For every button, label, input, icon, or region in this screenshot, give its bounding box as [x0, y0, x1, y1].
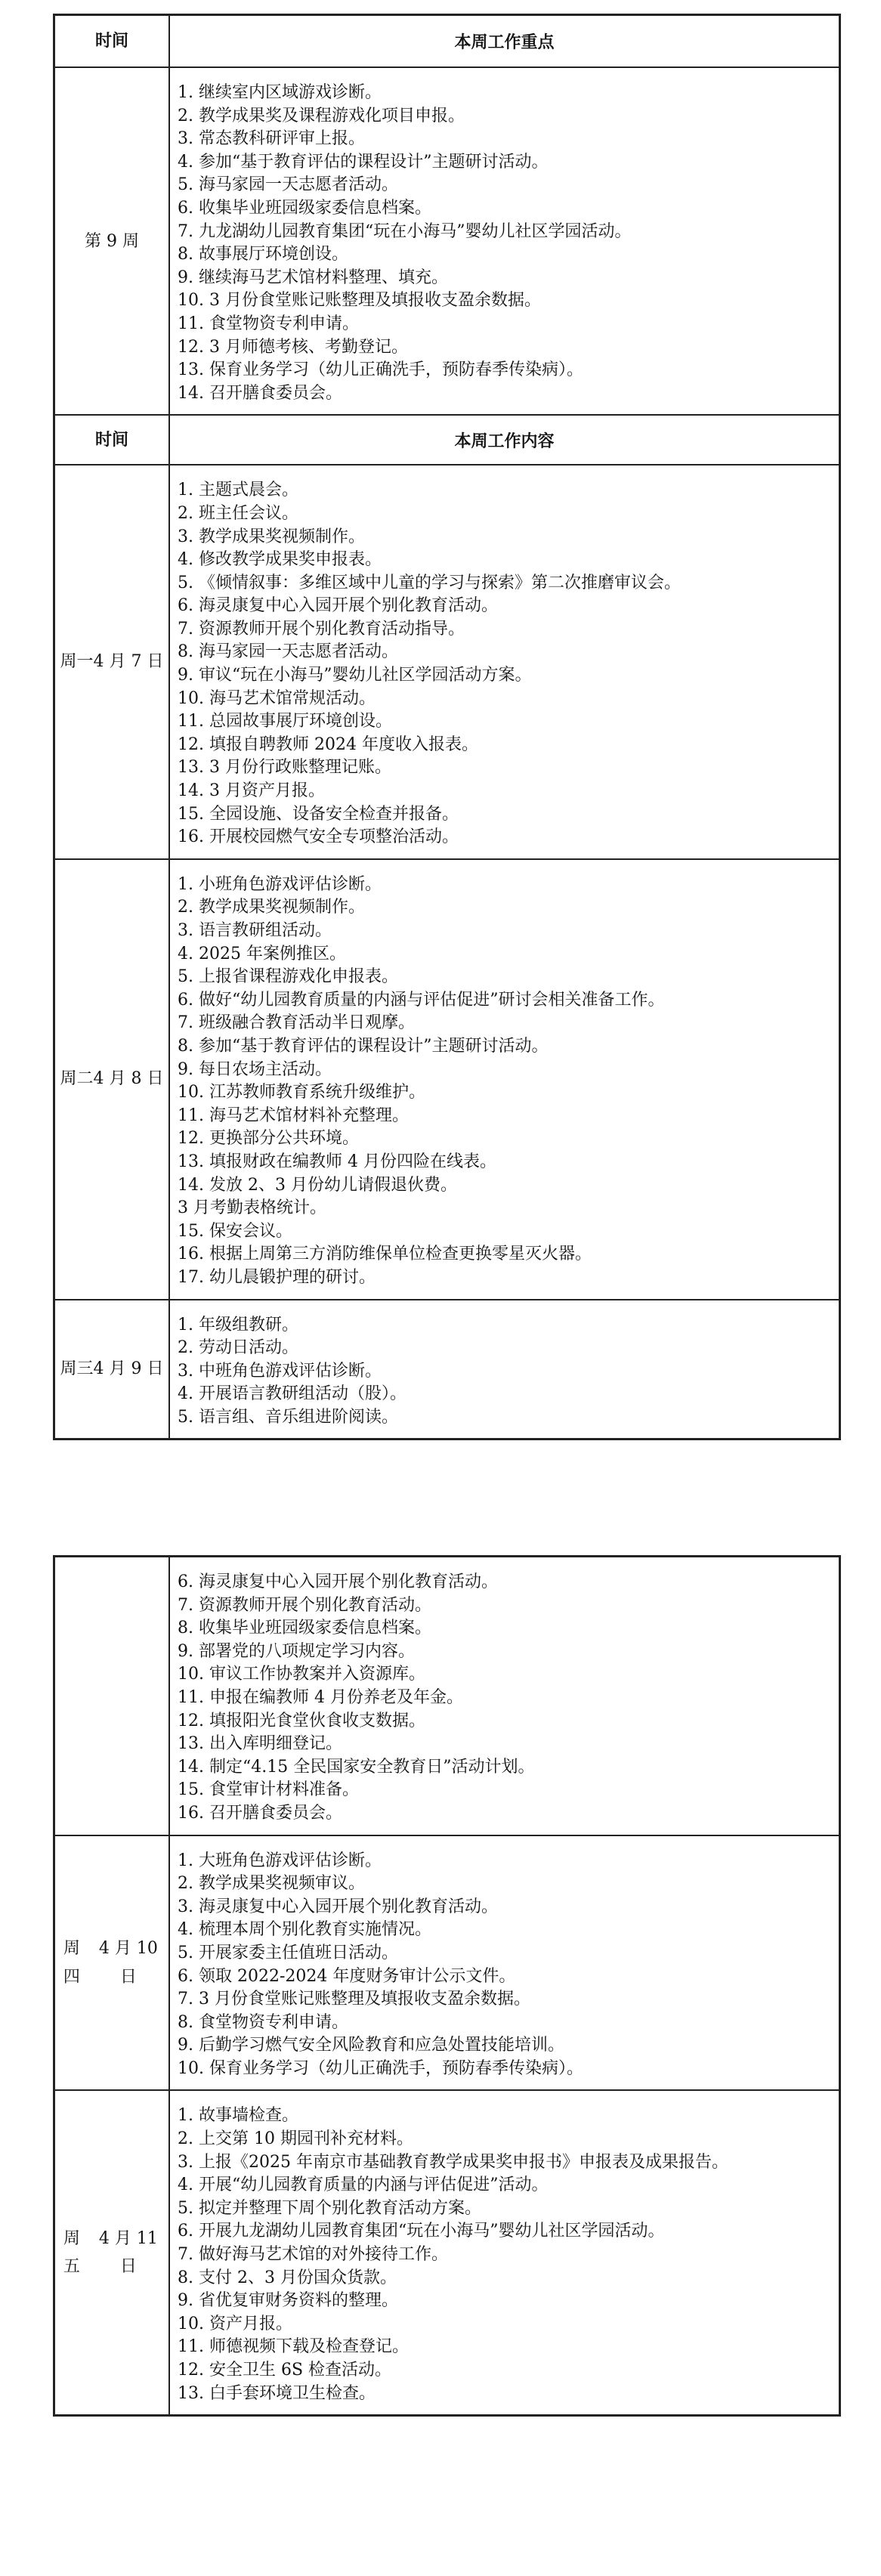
- day-row-thu: [55, 1835, 839, 2090]
- date: 4 月 10 日: [98, 1939, 158, 1987]
- list-item: 14. 发放 2、3 月份幼儿请假退伙费。: [178, 1175, 457, 1195]
- list-item: 1. 小班角色游戏评估诊断。: [178, 874, 382, 894]
- day-task-list: [170, 1836, 839, 2090]
- date: 4 月 8 日: [93, 1069, 164, 1089]
- day-row-mon: [55, 464, 839, 858]
- day-row-tue: [55, 858, 839, 1299]
- date: 4 月 9 日: [93, 1359, 164, 1379]
- list-item: 9. 部署党的八项规定学习内容。: [178, 1641, 415, 1661]
- weekday: 周三: [60, 1359, 94, 1379]
- day-task-list: [170, 2091, 839, 2414]
- list-item: 3. 教学成果奖视频制作。: [178, 527, 365, 546]
- list-item: 2. 上交第 10 期园刊补充材料。: [178, 2129, 413, 2149]
- list-item: 10. 审议工作协教案并入资源库。: [178, 1665, 425, 1684]
- continued-task-list: [170, 1557, 839, 1835]
- list-item: 6. 收集毕业班园级家委信息档案。: [178, 198, 431, 218]
- list-item: 8. 支付 2、3 月份国众货款。: [178, 2268, 397, 2287]
- list-item: 8. 收集毕业班园级家委信息档案。: [178, 1619, 431, 1638]
- list-item: 6. 海灵康复中心入园开展个别化教育活动。: [178, 596, 498, 616]
- list-item: 15. 全园设施、设备安全检查并报备。: [178, 804, 459, 824]
- continued-row: [55, 1557, 839, 1835]
- list-item: 2. 劳动日活动。: [178, 1338, 298, 1358]
- list-item: 9. 后勤学习燃气安全风险教育和应急处置技能培训。: [178, 2036, 564, 2055]
- day-label: [55, 860, 170, 1299]
- schedule-table-2: [53, 1555, 841, 2417]
- list-item: 2. 班主任会议。: [178, 503, 298, 523]
- list-item: 13. 保育业务学习（幼儿正确洗手，预防春季传染病）。: [178, 360, 583, 380]
- list-item: 5. 《倾情叙事：多维区域中儿童的学习与探索》第二次推磨审议会。: [178, 573, 681, 592]
- weekday: 周一: [60, 652, 94, 672]
- list-item: 3. 语言教研组活动。: [178, 921, 332, 940]
- list-item: 12. 填报自聘教师 2024 年度收入报表。: [178, 734, 478, 754]
- list-item: 1. 继续室内区域游戏诊断。: [178, 83, 382, 102]
- list-item: 2. 教学成果奖视频审议。: [178, 1874, 365, 1894]
- weekday: 周二: [60, 1069, 94, 1089]
- list-item: 16. 根据上周第三方消防维保单位检查更换零星灭火器。: [178, 1245, 592, 1264]
- list-item: 4. 梳理本周个别化教育实施情况。: [178, 1920, 431, 1940]
- list-item: 8. 海马家园一天志愿者活动。: [178, 642, 398, 662]
- list-item: 4. 开展“幼儿园教育质量的内涵与评估促进”活动。: [178, 2176, 549, 2195]
- list-item: 3 月考勤表格统计。: [178, 1198, 326, 1218]
- list-item: 7. 资源教师开展个别化教育活动。: [178, 1595, 431, 1615]
- list-item: 12. 3 月师德考核、考勤登记。: [178, 337, 408, 357]
- list-item: 5. 开展家委主任值班日活动。: [178, 1943, 398, 1962]
- list-item: 16. 开展校园燃气安全专项整治活动。: [178, 827, 459, 847]
- day-label: [55, 465, 170, 858]
- week-focus-row: [55, 66, 839, 414]
- list-item: 1. 故事墙检查。: [178, 2106, 298, 2126]
- list-item: 11. 总园故事展厅环境创设。: [178, 712, 392, 731]
- list-item: 10. 3 月份食堂账记账整理及填报收支盈余数据。: [178, 291, 541, 311]
- list-item: 4. 修改教学成果奖申报表。: [178, 550, 382, 570]
- day-task-list: [170, 465, 839, 858]
- list-item: 3. 上报《2025 年南京市基础教育教学成果奖申报书》申报表及成果报告。: [178, 2152, 728, 2172]
- week-label: 第 9 周: [55, 68, 170, 414]
- list-item: 17. 幼儿晨锻护理的研讨。: [178, 1267, 376, 1287]
- list-item: 3. 常态教科研评审上报。: [178, 129, 365, 149]
- schedule-table-1: [53, 14, 841, 1440]
- list-item: 6. 做好“幼儿园教育质量的内涵与评估促进”研讨会相关准备工作。: [178, 990, 665, 1010]
- list-item: 14. 召开膳食委员会。: [178, 383, 342, 403]
- list-item: 9. 省优复审财务资料的整理。: [178, 2291, 398, 2311]
- list-item: 9. 继续海马艺术馆材料整理、填充。: [178, 267, 448, 287]
- list-item: 11. 师德视频下载及检查登记。: [178, 2337, 409, 2357]
- list-item: 1. 大班角色游戏评估诊断。: [178, 1851, 382, 1870]
- list-item: 6. 领取 2022-2024 年度财务审计公示文件。: [178, 1966, 516, 1986]
- list-item: 14. 制定“4.15 全民国家安全教育日”活动计划。: [178, 1757, 535, 1777]
- list-item: 4. 2025 年案例推区。: [178, 944, 346, 963]
- day-task-list: [170, 1300, 839, 1439]
- list-item: 4. 参加“基于教育评估的课程设计”主题研讨活动。: [178, 152, 549, 172]
- list-item: 7. 九龙湖幼儿园教育集团“玩在小海马”婴幼儿社区学园活动。: [178, 221, 632, 241]
- list-item: 5. 海马家园一天志愿者活动。: [178, 175, 398, 195]
- list-item: 14. 3 月资产月报。: [178, 781, 325, 801]
- list-item: 9. 审议“玩在小海马”婴幼儿社区学园活动方案。: [178, 666, 532, 685]
- list-item: 12. 安全卫生 6S 检查活动。: [178, 2361, 392, 2380]
- list-item: 8. 故事展厅环境创设。: [178, 245, 348, 264]
- list-item: 11. 海马艺术馆材料补充整理。: [178, 1106, 409, 1125]
- list-item: 15. 食堂审计材料准备。: [178, 1780, 359, 1800]
- continued-label: [55, 1557, 170, 1835]
- list-item: 13. 3 月份行政账整理记账。: [178, 758, 391, 778]
- list-item: 7. 班级融合教育活动半日观摩。: [178, 1013, 415, 1033]
- table-header-row-2: [55, 414, 839, 464]
- list-item: 9. 每日农场主活动。: [178, 1059, 332, 1079]
- list-item: 10. 江苏教师教育系统升级维护。: [178, 1083, 425, 1102]
- date: 4 月 7 日: [93, 652, 164, 672]
- list-item: 2. 教学成果奖视频制作。: [178, 898, 365, 917]
- list-item: 6. 开展九龙湖幼儿园教育集团“玩在小海马”婴幼儿社区学园活动。: [178, 2222, 665, 2241]
- weekday: 周五: [63, 2228, 80, 2277]
- list-item: 11. 申报在编教师 4 月份养老及年金。: [178, 1687, 463, 1707]
- day-label: [55, 1300, 170, 1439]
- date: 4 月 11 日: [98, 2228, 158, 2277]
- day-row-fri: [55, 2089, 839, 2414]
- list-item: 8. 参加“基于教育评估的课程设计”主题研讨活动。: [178, 1036, 549, 1056]
- list-item: 5. 拟定并整理下周个别化教育活动方案。: [178, 2198, 481, 2218]
- list-item: 2. 教学成果奖及课程游戏化项目申报。: [178, 106, 465, 125]
- header-time-2: 时间: [55, 416, 170, 464]
- list-item: 1. 年级组教研。: [178, 1315, 298, 1334]
- list-item: 13. 白手套环境卫生检查。: [178, 2383, 376, 2403]
- list-item: 5. 上报省课程游戏化申报表。: [178, 967, 398, 987]
- list-item: 12. 更换部分公共环境。: [178, 1129, 359, 1149]
- week-focus-list: [170, 68, 839, 414]
- list-item: 10. 海马艺术馆常规活动。: [178, 688, 376, 708]
- list-item: 4. 开展语言教研组活动（股）。: [178, 1384, 406, 1404]
- list-item: 7. 资源教师开展个别化教育活动指导。: [178, 619, 465, 639]
- header-time: 时间: [55, 16, 170, 66]
- list-item: 7. 做好海马艺术馆的对外接待工作。: [178, 2245, 448, 2265]
- day-row-wed: [55, 1299, 839, 1439]
- day-label: [55, 2091, 170, 2414]
- list-item: 5. 语言组、音乐组进阶阅读。: [178, 1407, 398, 1427]
- list-item: 13. 出入库明细登记。: [178, 1734, 342, 1754]
- list-item: 12. 填报阳光食堂伙食收支数据。: [178, 1711, 425, 1730]
- list-item: 7. 3 月份食堂账记账整理及填报收支盈余数据。: [178, 1990, 530, 2009]
- list-item: 11. 食堂物资专利申请。: [178, 314, 359, 333]
- weekday: 周四: [63, 1939, 80, 1987]
- header-focus: 本周工作重点: [454, 33, 555, 52]
- list-item: 3. 海灵康复中心入园开展个别化教育活动。: [178, 1897, 498, 1916]
- list-item: 10. 资产月报。: [178, 2314, 292, 2333]
- list-item: 6. 海灵康复中心入园开展个别化教育活动。: [178, 1573, 498, 1591]
- list-item: 13. 填报财政在编教师 4 月份四险在线表。: [178, 1152, 496, 1171]
- list-item: 1. 主题式晨会。: [178, 481, 298, 500]
- list-item: 3. 中班角色游戏评估诊断。: [178, 1361, 382, 1381]
- day-label: [55, 1836, 170, 2090]
- header-content: 本周工作内容: [454, 431, 555, 451]
- list-item: 15. 保安会议。: [178, 1221, 292, 1241]
- list-item: 8. 食堂物资专利申请。: [178, 2012, 348, 2032]
- list-item: 10. 保育业务学习（幼儿正确洗手，预防春季传染病）。: [178, 2058, 583, 2078]
- list-item: 16. 召开膳食委员会。: [178, 1803, 342, 1823]
- day-task-list: [170, 860, 839, 1299]
- table-header-row: [55, 16, 839, 66]
